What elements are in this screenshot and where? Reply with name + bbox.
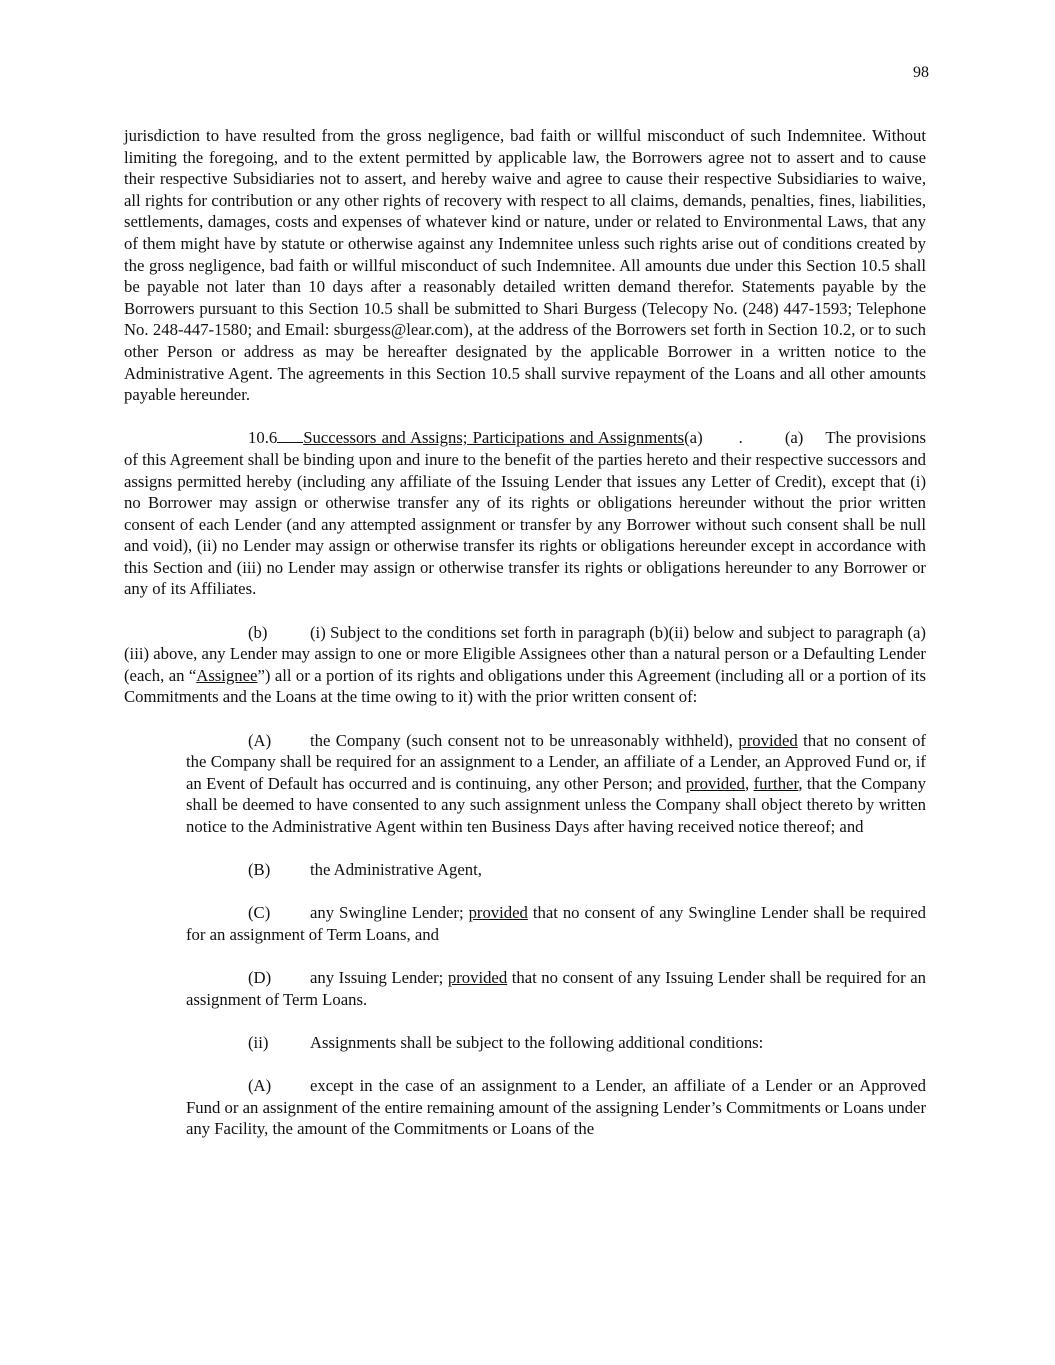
defined-term-assignee: Assignee [196, 665, 258, 685]
item-c-text-1: any Swingline Lender; [310, 903, 469, 923]
item-d-text-2: that no consent of any Issuing Lender shall be required for an assignment of Term Loans. [186, 968, 927, 1009]
section-10-6-paragraph-a [124, 427, 926, 600]
section-number: 10.6 [248, 428, 278, 448]
item-c-provided: provided [468, 903, 528, 923]
item-c-text-2: that no consent of any Swingline Lender shall be required for an assignment of Term Loans, and [186, 903, 926, 944]
item-ii-additional-conditions [186, 1032, 926, 1054]
item-a-text-2: that no consent of the Company shall be required for an assignment to a Lender, an affiliate of a Lender, an Approved Fund or, if an Event of Default has occurred and is continuing, any other Person; and [186, 730, 926, 793]
paragraph-label-a: (a) [784, 428, 804, 448]
heading-underline-gap [277, 428, 303, 443]
item-d-text-1: any Issuing Lender; [310, 968, 448, 988]
section-title: Successors and Assigns; Participations and Assignments [303, 428, 685, 448]
paragraph-b-text-after: ”) all or a portion of its rights and obligations under this Agreement (including all or a portion of its Commitments and the Loans at the time owing to it) with the prior written consent of: [124, 665, 926, 707]
item-label-a: (A) [248, 730, 272, 750]
item-a-provided: provided [738, 730, 798, 750]
item-label-ii: (ii) [248, 1032, 269, 1052]
paragraph-b-text-before: (i) Subject to the conditions set forth in paragraph (b)(ii) below and subject to paragraph (a)(iii) above, any Lender may assign to one or more Eligible Assignees other than a natural person or a Defaulting Lender (each, an “ [124, 622, 926, 685]
item-ii-a-text: except in the case of an assignment to a Lender, an affiliate of a Lender or an Approved Fund or an assignment of the entire remaining amount of the assigning Lender’s Commitments or Loans under any Facility, the amount of the Commitments or Loans of the [186, 1076, 926, 1139]
page-number: 98 [913, 64, 929, 81]
document-body [124, 125, 926, 1162]
item-label-d: (D) [248, 968, 272, 988]
item-label-b: (B) [248, 860, 271, 880]
item-label-c: (C) [248, 903, 271, 923]
item-label-ii-a: (A) [248, 1076, 272, 1096]
item-d-issuing-lender [186, 967, 926, 1010]
item-a-company-consent [186, 730, 926, 838]
item-b-administrative-agent [186, 859, 926, 881]
item-a-comma: , [745, 773, 754, 793]
item-a-provided-2: provided [685, 773, 746, 793]
paragraph-indemnity-continuation: jurisdiction to have resulted from the gross negligence, bad faith or willful misconduct of such Indemnitee. Without limiting the foregoing, and to the extent permitted by applicable law, the Borrowers agree not to assert and to cause their respective Subsidiaries not to assert, and hereby waive and agree to cause their respective Subsidiaries to waive, all rights for contribution or any other rights of recovery with respect to all claims, demands, penalties, fines, liabilities, settlements, damages, costs and expenses of whatever kind or nature, under or related to Environmental Laws, that any of them might have by statute or otherwise against any Indemnitee unless such rights arise out of conditions created by the gross negligence, bad faith or willful misconduct of such Indemnitee. All amounts due under this Section 10.5 shall be payable not later than 10 days after a reasonably detailed written demand therefor. Statements payable by the Borrowers pursuant to this Section 10.5 shall be submitted to Shari Burgess (Telecopy No. (248) 447-1593; Telephone No. 248-447-1580; and Email: sburgess@lear.com), at the address of the Borrowers set forth in Section 10.2, or to such other Person or address as may be hereafter designated by the applicable Borrower in a written notice to the Administrative Agent. The agreements in this Section 10.5 shall survive repayment of the Loans and all other amounts payable hereunder. [124, 126, 926, 405]
item-a-further: further [753, 773, 799, 793]
section-title-dot: . [738, 428, 743, 448]
section-title-suffix: (a) [684, 428, 703, 448]
item-a-text-3: , that the Company shall be deemed to have consented to any such assignment unless the Company shall object thereto by written notice to the Administrative Agent within ten Business Days after having received notice thereof; and [186, 773, 926, 836]
item-ii-text: Assignments shall be subject to the following additional conditions: [310, 1032, 764, 1052]
item-d-provided: provided [447, 968, 508, 988]
paragraph-b [124, 622, 926, 708]
paragraph-label-b: (b) [248, 622, 268, 642]
item-c-swingline-lender [186, 902, 926, 945]
item-b-text: the Administrative Agent, [310, 860, 482, 880]
item-ii-a-minimum-amount [186, 1075, 926, 1140]
item-a-text-1: the Company (such consent not to be unreasonably withheld), [310, 730, 739, 750]
paragraph-a-body: The provisions of this Agreement shall be binding upon and inure to the benefit of the parties hereto and their respective successors and assigns permitted hereby (including any affiliate of the Issuing Lender that issues any Letter of Credit), except that (i) no Borrower may assign or otherwise transfer any of its rights or obligations hereunder without the prior written consent of each Lender (and any attempted assignment or transfer by any Borrower without such consent shall be null and void), (ii) no Lender may assign or otherwise transfer its rights or obligations hereunder except in accordance with this Section and (iii) no Lender may assign or otherwise transfer its rights or obligations hereunder to any Borrower or any of its Affiliates. [124, 428, 926, 599]
